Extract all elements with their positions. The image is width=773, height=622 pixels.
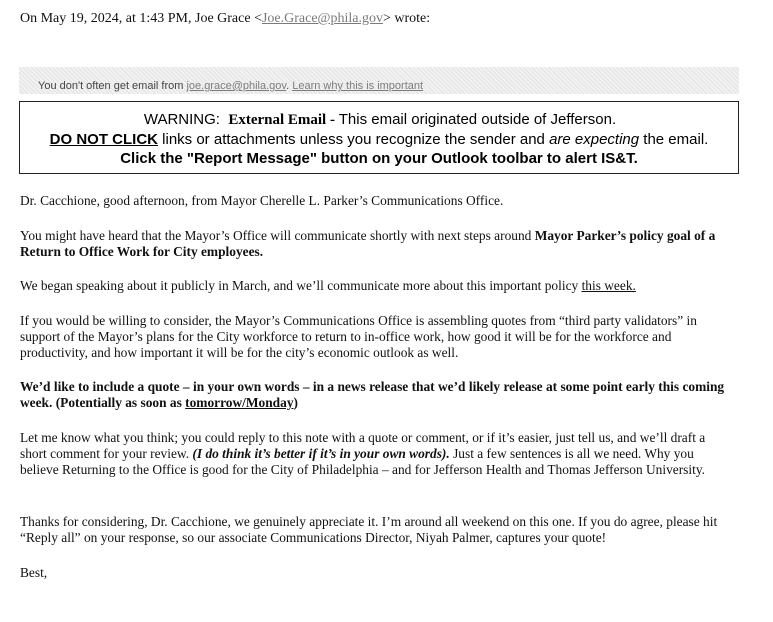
warning-external: External Email	[228, 112, 327, 128]
tomorrow-monday-link[interactable]: tomorrow/Monday	[185, 395, 294, 410]
notice-separator: .	[286, 80, 293, 92]
do-not-click: DO NOT CLICK	[49, 131, 158, 148]
p6-text: Let me know what you think; you could reply to this note with a quote or comment, or if it’s easier, just tell us, and we’ll draft a short comment for your review.	[20, 430, 706, 461]
reply-header	[20, 11, 430, 27]
warning-line2-italic: are expecting	[549, 131, 640, 148]
p5-close: )	[293, 395, 298, 410]
warning-line2-a: links or attachments unless you recognize the sender and	[158, 131, 550, 148]
reply-header-suffix: > wrote:	[382, 11, 431, 26]
warning-line-2	[20, 130, 738, 149]
warning-line1-rest: This email originated outside of Jefferson.	[338, 111, 617, 128]
sender-email-link[interactable]: Joe.Grace@phila.gov	[261, 11, 383, 26]
warning-line-3: Click the "Report Message" button on your Outlook toolbar to alert IS&T.	[120, 150, 638, 167]
p2-text: You might have heard that the Mayor’s Office will communicate shortly with next steps around	[20, 228, 535, 243]
paragraph-quote-request	[20, 379, 735, 411]
reply-header-prefix: On May 19, 2024, at 1:43 PM, Joe Grace <	[20, 11, 262, 26]
paragraph-policy	[20, 228, 735, 260]
external-email-warning	[19, 101, 739, 174]
paragraph-reply	[20, 430, 735, 478]
paragraph-greeting: Dr. Cacchione, good afternoon, from Mayor Cherelle L. Parker’s Communications Office.	[20, 193, 504, 208]
p5-text: We’d like to include a quote – in your own words – in a news release that we’d likely release at some point early this coming week. (Potentially as soon as	[20, 379, 725, 410]
p6-rest: Just a few sentences is all we need. Why you believe Returning to the Office is good for the City of Philadelphia – and for Jefferson Health and Thomas Jefferson University.	[20, 446, 705, 477]
notice-text: You don't often get email from	[38, 80, 187, 92]
p6-italic: (I do think it’s better if it’s in your own words).	[192, 446, 450, 461]
this-week-link[interactable]: this week.	[581, 278, 636, 293]
learn-why-link[interactable]: Learn why this is important	[292, 80, 424, 92]
paragraph-validators: If you would be willing to consider, the Mayor’s Communications Office is assembling quotes from “third party validators” in support of the Mayor’s plans for the City workforce to return to in-office work, how good it will be for the workforce and productivity, and how important it will be for the city’s economic outlook as well.	[20, 313, 697, 360]
warning-line-1	[20, 110, 738, 130]
notice-email-link[interactable]: joe.grace@phila.gov	[186, 80, 287, 92]
sign-off: Best,	[20, 565, 48, 580]
p3-text: We began speaking about it publicly in March, and we’ll communicate more about this important policy	[20, 278, 582, 293]
warning-dash: -	[326, 112, 339, 128]
paragraph-thanks: Thanks for considering, Dr. Cacchione, we genuinely appreciate it. I’m around all weekend on this one. If you do agree, please hit “Reply all” on your response, so our associate Communications Director, Niyah Palmer, captures your quote!	[20, 514, 718, 545]
paragraph-march	[20, 278, 735, 294]
p2-bold: Mayor Parker’s policy goal of a Return to Office Work for City employees.	[20, 228, 716, 259]
warning-label: WARNING:	[143, 111, 220, 128]
external-sender-notice	[19, 67, 739, 94]
warning-line2-b: the email.	[639, 131, 709, 148]
